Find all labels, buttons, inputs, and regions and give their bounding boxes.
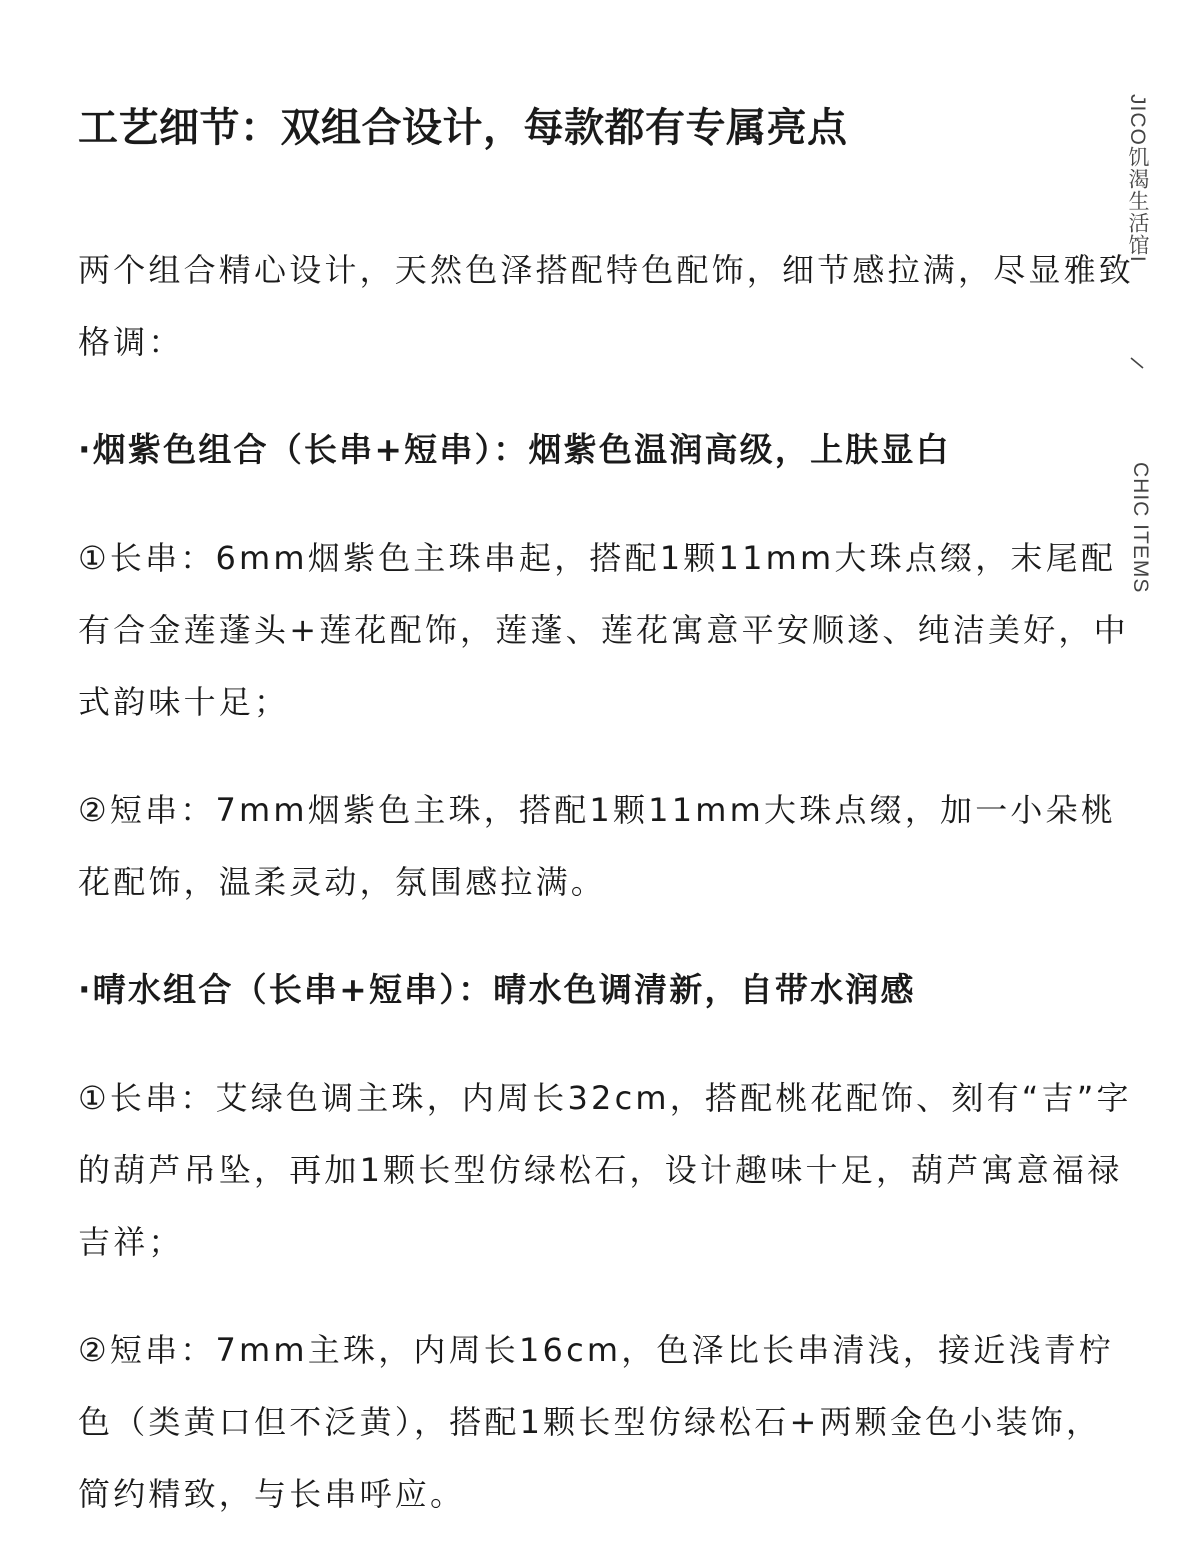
page-title: 工艺细节：双组合设计，每款都有专属亮点 — [78, 105, 848, 151]
sidebar-tag-label: CHIC ITEMS — [1129, 462, 1152, 594]
sidebar-brand-label: JICO饥渴生活馆I — [1126, 94, 1149, 263]
smoky-purple-short-strand: ②短串：7mm烟紫色主珠，搭配1颗11mm大珠点缀，加一小朵桃花配饰，温柔灵动，氛围感拉满。 — [78, 791, 1117, 901]
intro-paragraph: 两个组合精心设计，天然色泽搭配特色配饰，细节感拉满，尽显雅致格调： — [78, 251, 1135, 361]
clear-water-long-strand: ①长串：艾绿色调主珠，内周长32cm，搭配桃花配饰、刻有“吉”字的葫芦吊坠，再加1颗长型仿绿松石，设计趣味十足，葫芦寓意福禄吉祥； — [78, 1079, 1132, 1261]
slash-divider-icon — [1128, 354, 1146, 372]
section-heading-smoky-purple: ·烟紫色组合（长串+短串）：烟紫色温润高级，上肤显白 — [78, 430, 951, 469]
clear-water-short-strand: ②短串：7mm主珠，内周长16cm，色泽比长串清浅，接近浅青柠色（类黄口但不泛黄），搭配1颗长型仿绿松石+两颗金色小装饰，简约精致，与长串呼应。 — [78, 1331, 1115, 1513]
section-heading-clear-water: ·晴水组合（长串+短串）：晴水色调清新，自带水润感 — [78, 970, 916, 1009]
smoky-purple-long-strand: ①长串：6mm烟紫色主珠串起，搭配1颗11mm大珠点缀，末尾配有合金莲蓬头+莲花配饰，莲蓬、莲花寓意平安顺遂、纯洁美好，中式韵味十足； — [78, 539, 1129, 721]
